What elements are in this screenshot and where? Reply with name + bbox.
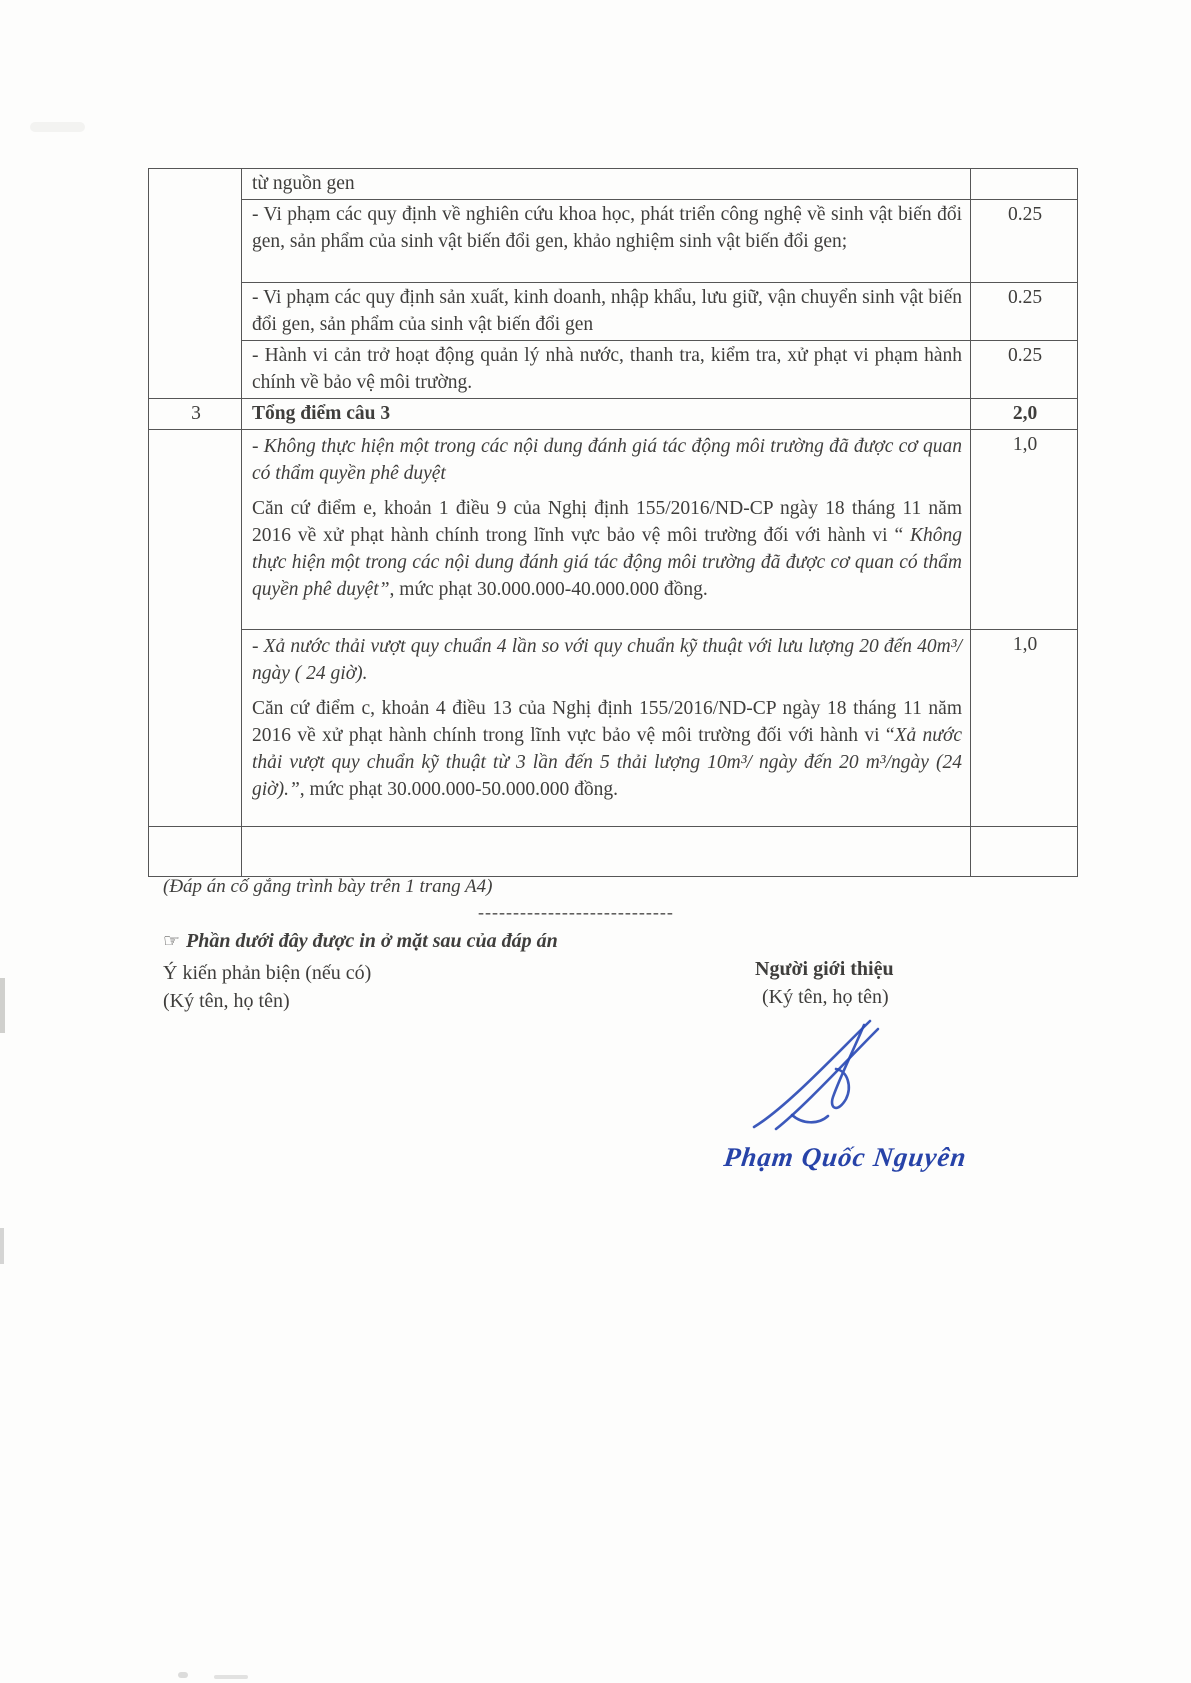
content-cell: - Vi phạm các quy định về nghiên cứu khoa học, phát triển công nghệ về sinh vật biến đổi gen, sản phẩm của sinh vật biến đổi gen, khảo nghiệm sinh vật biến đổi gen; xyxy=(242,200,971,283)
content-cell xyxy=(242,430,971,630)
content-cell xyxy=(242,630,971,827)
score-cell: 1,0 xyxy=(971,430,1078,630)
body-quote: Không thực hiện một trong các nội dung đánh giá tác động môi trường đã được cơ quan có thẩm quyền phê duyệt” xyxy=(252,525,962,600)
body-quote: Xả nước thải vượt quy chuẩn kỹ thuật từ 3 lần đến 5 thải lượng 10m³/ ngày đến 20 m³/ngày (24 giờ).” xyxy=(252,725,963,800)
content-cell: - Hành vi cản trở hoạt động quản lý nhà nước, thanh tra, kiểm tra, xử phạt vi phạm hành chính về bảo vệ môi trường. xyxy=(242,341,971,399)
score-cell: 2,0 xyxy=(971,399,1078,430)
score-cell xyxy=(971,169,1078,200)
scan-artifact xyxy=(0,978,5,1033)
question-number-cell xyxy=(149,430,242,827)
content-cell: từ nguồn gen xyxy=(242,169,971,200)
question-number-cell xyxy=(149,827,242,877)
violation-lead: - Xả nước thải vượt quy chuẩn 4 lần so với quy chuẩn kỹ thuật với lưu lượng 20 đến 40m³/ ngày ( 24 giờ). xyxy=(252,636,962,684)
body-suffix: , mức phạt 30.000.000-40.000.000 đồng. xyxy=(389,579,708,600)
violation-body xyxy=(252,495,962,603)
back-note-text: Phần dưới đây được in ở mặt sau của đáp án xyxy=(186,930,558,952)
signature-image xyxy=(732,1015,922,1137)
score-cell: 0.25 xyxy=(971,341,1078,399)
scan-artifact xyxy=(0,1228,4,1264)
scan-artifact xyxy=(30,122,85,132)
pointing-hand-icon: ☞ xyxy=(163,930,181,952)
table-row xyxy=(149,341,1078,399)
reviewer-title: Ý kiến phản biện (nếu có) xyxy=(163,962,372,984)
scan-artifact xyxy=(178,1672,188,1678)
violation-body xyxy=(252,695,962,803)
score-cell: 0.25 xyxy=(971,200,1078,283)
content-cell xyxy=(242,827,971,877)
question-number-cell xyxy=(149,169,242,399)
table-row xyxy=(149,630,1078,827)
answer-table xyxy=(148,168,1078,877)
table-row xyxy=(149,430,1078,630)
introducer-title: Người giới thiệu xyxy=(755,958,894,980)
body-prefix: Căn cứ điểm c, khoản 4 điều 13 của Nghị định 155/2016/ND-CP ngày 18 tháng 11 năm 2016 về xử phạt hành chính trong lĩnh vực bảo vệ môi trường đối với hành vi “ xyxy=(252,698,962,746)
table-row xyxy=(149,200,1078,283)
question-number-cell: 3 xyxy=(149,399,242,430)
signature-name: Phạm Quốc Nguyên xyxy=(722,1142,969,1172)
layout-note: (Đáp án cố gắng trình bày trên 1 trang A4) xyxy=(163,876,493,897)
table-row-total xyxy=(149,399,1078,430)
reviewer-sign-hint: (Ký tên, họ tên) xyxy=(163,990,290,1012)
divider-dashes: ---------------------------- xyxy=(478,902,674,922)
scan-artifact xyxy=(214,1675,248,1679)
back-note xyxy=(163,930,558,953)
score-cell: 0.25 xyxy=(971,283,1078,341)
table-row xyxy=(149,169,1078,200)
introducer-sign-hint: (Ký tên, họ tên) xyxy=(762,986,889,1008)
body-prefix: Căn cứ điểm e, khoản 1 điều 9 của Nghị định 155/2016/ND-CP ngày 18 tháng 11 năm 2016 về xử phạt hành chính trong lĩnh vực bảo vệ môi trường đối với hành vi “ xyxy=(252,498,962,546)
table-row-empty xyxy=(149,827,1078,877)
score-cell: 1,0 xyxy=(971,630,1078,827)
content-cell: - Vi phạm các quy định sản xuất, kinh doanh, nhập khẩu, lưu giữ, vận chuyển sinh vật biến đổi gen, sản phẩm của sinh vật biến đổi gen xyxy=(242,283,971,341)
body-suffix: , mức phạt 30.000.000-50.000.000 đồng. xyxy=(299,779,619,800)
total-label-cell: Tổng điểm câu 3 xyxy=(242,399,971,430)
violation-lead: - Không thực hiện một trong các nội dung đánh giá tác động môi trường đã được cơ quan có thẩm quyền phê duyệt xyxy=(252,436,962,484)
score-cell xyxy=(971,827,1078,877)
table-row xyxy=(149,283,1078,341)
